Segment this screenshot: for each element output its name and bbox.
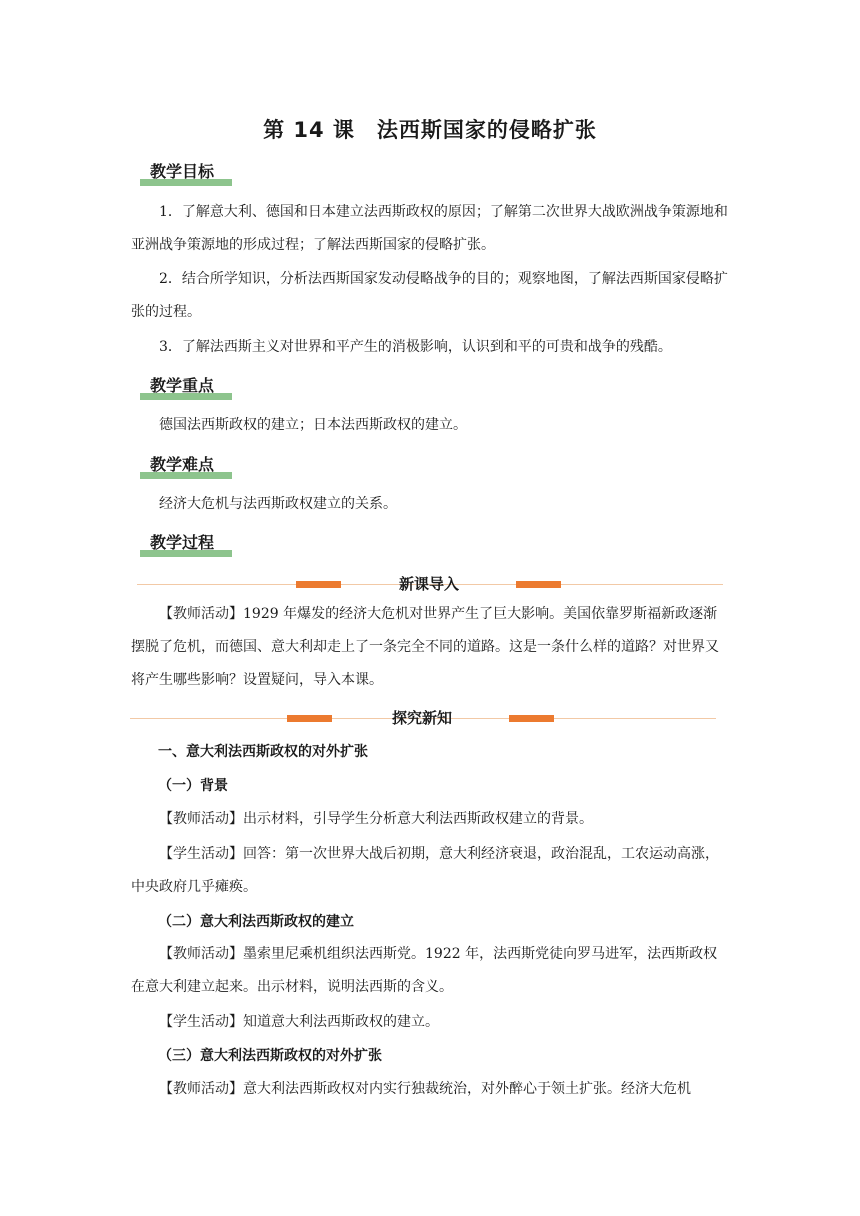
divider-block-right [509, 715, 554, 722]
section-heading-label: 教学重点 [150, 376, 215, 395]
divider-intro [137, 574, 723, 594]
section-heading-difficulties [140, 455, 232, 479]
teacher-activity-text: 【教师活动】出示材料，引导学生分析意大利法西斯政权建立的背景。 [159, 811, 593, 827]
intro-text: 【教师活动】1929 年爆发的经济大危机对世界产生了巨大影响。美国依靠罗斯福新政逐渐摆脱了危机，而德国、意大利却走上了一条完全不同的道路。这是一条什么样的道路？对世界又将产生哪些影响？设置疑问，导入本课。 [131, 606, 719, 688]
part1-sub1-student [131, 838, 731, 904]
section-heading-key-points [140, 376, 232, 400]
divider-block-left [296, 581, 341, 588]
goal-item-2 [131, 263, 731, 329]
goal-item-3-text: 3．了解法西斯主义对世界和平产生的消极影响，认识到和平的可贵和战争的残酷。 [159, 339, 672, 355]
divider-label: 新课导入 [398, 575, 459, 593]
key-points-content: 德国法西斯政权的建立；日本法西斯政权的建立。 [159, 417, 467, 433]
section-heading-label: 教学目标 [150, 162, 215, 181]
part1-sub3-teacher [131, 1073, 731, 1106]
part1-sub3-heading: （三）意大利法西斯政权的对外扩张 [158, 1048, 382, 1064]
student-activity-text: 【学生活动】回答：第一次世界大战后初期，意大利经济衰退，政治混乱，工农运动高涨，中央政府几乎瘫痪。 [131, 846, 719, 895]
part1-sub1-heading: （一）背景 [158, 778, 228, 794]
teacher-activity-text: 【教师活动】墨索里尼乘机组织法西斯党。1922 年，法西斯党徒向罗马进军，法西斯政权在意大利建立起来。出示材料，说明法西斯的含义。 [131, 946, 718, 995]
part1-sub2-teacher [131, 938, 731, 1004]
goal-item-1 [131, 196, 731, 262]
divider-label: 探究新知 [391, 709, 452, 727]
divider-block-right [516, 581, 561, 588]
goal-item-1-text: 1．了解意大利、德国和日本建立法西斯政权的原因；了解第二次世界大战欧洲战争策源地和亚洲战争策源地的形成过程；了解法西斯国家的侵略扩张。 [131, 204, 728, 253]
goal-item-2-text: 2．结合所学知识，分析法西斯国家发动侵略战争的目的；观察地图，了解法西斯国家侵略扩张的过程。 [131, 271, 728, 320]
part1-sub1-teacher [131, 803, 731, 836]
goal-item-3 [131, 331, 731, 364]
difficulties-text [131, 488, 731, 521]
teacher-activity-text: 【教师活动】意大利法西斯政权对内实行独裁统治，对外醉心于领土扩张。经济大危机 [159, 1081, 691, 1097]
section-heading-process [140, 533, 232, 557]
part1-heading: 一、意大利法西斯政权的对外扩张 [158, 744, 368, 760]
intro-paragraph [131, 598, 731, 697]
divider-explore [130, 708, 716, 728]
part1-sub2-heading: （二）意大利法西斯政权的建立 [158, 914, 354, 930]
section-heading-label: 教学难点 [150, 455, 215, 474]
student-activity-text: 【学生活动】知道意大利法西斯政权的建立。 [159, 1014, 439, 1030]
difficulties-content: 经济大危机与法西斯政权建立的关系。 [159, 496, 397, 512]
page-title: 第 14 课 法西斯国家的侵略扩张 [263, 118, 597, 142]
divider-block-left [287, 715, 332, 722]
part1-sub2-student [131, 1006, 731, 1039]
key-points-text [131, 409, 731, 442]
section-heading-label: 教学过程 [150, 533, 215, 552]
section-heading-goals [140, 162, 232, 186]
